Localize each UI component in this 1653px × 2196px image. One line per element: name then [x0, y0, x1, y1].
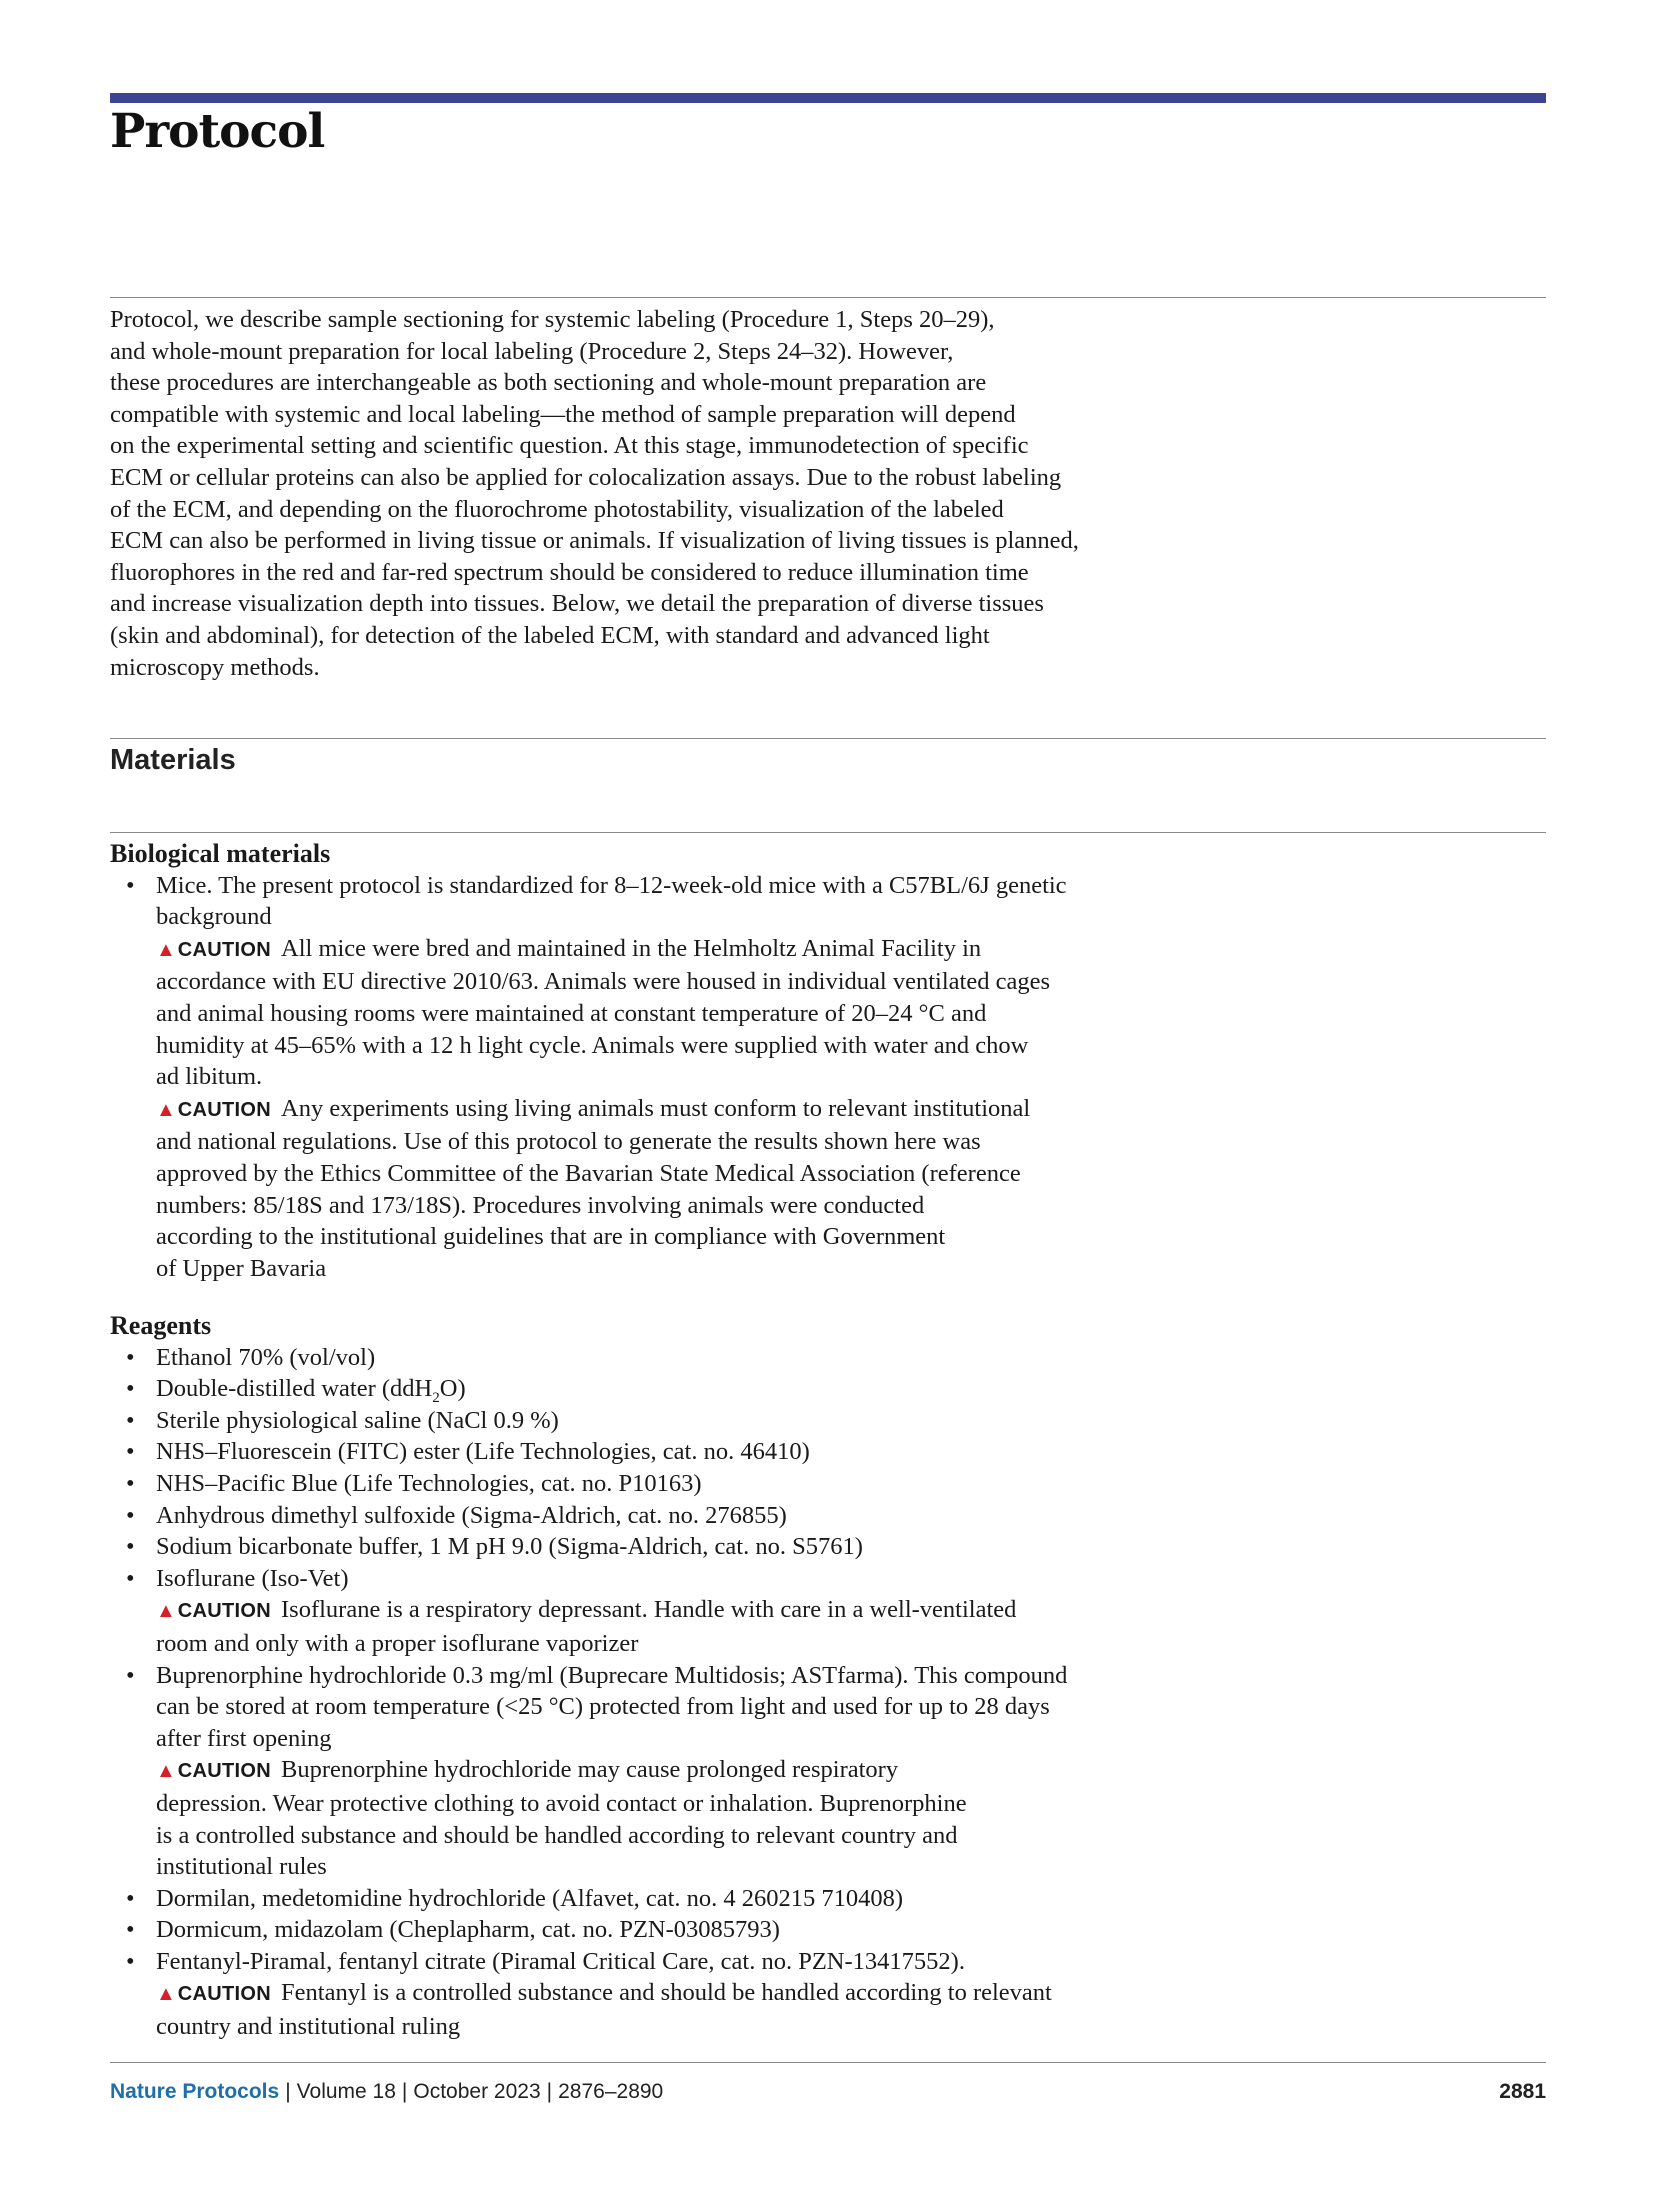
divider-materials	[110, 738, 1546, 739]
intro-line: of the ECM, and depending on the fluorochrome photostability, visualization of the labeled	[110, 495, 1004, 523]
reagents-section	[110, 1310, 1200, 2043]
ddh2o-suffix: O)	[439, 1375, 466, 1403]
caution-line: according to the institutional guidelines that are in compliance with Government	[156, 1223, 946, 1251]
materials-heading: Materials	[110, 744, 236, 776]
caution-text: All mice were bred and maintained in the Helmholtz Animal Facility in	[281, 934, 982, 962]
bullet-icon: •	[126, 1916, 135, 1944]
caution-label: CAUTION	[177, 1600, 272, 1623]
intro-line: these procedures are interchangeable as both sectioning and whole-mount preparation are	[110, 369, 987, 397]
caution-line: ad libitum.	[156, 1063, 263, 1091]
caution-note	[156, 1754, 1200, 1788]
item-line: NHS–Pacific Blue (Life Technologies, cat. no. P10163)	[156, 1469, 702, 1497]
caution-line: depression. Wear protective clothing to avoid contact or inhalation. Buprenorphine	[156, 1789, 967, 1817]
list-item	[110, 1405, 1200, 1437]
volume: Volume 18	[296, 2080, 396, 2103]
subscript-2: 2	[432, 1390, 440, 1407]
warning-triangle-icon: ▲	[156, 1098, 176, 1121]
caution-note	[156, 933, 1200, 967]
warning-triangle-icon: ▲	[156, 1600, 176, 1623]
biological-materials-heading: Biological materials	[110, 839, 331, 868]
footer-divider	[110, 2062, 1546, 2063]
caution-line: country and institutional ruling	[156, 2013, 461, 2041]
intro-line: on the experimental setting and scientific question. At this stage, immunodetection of specific	[110, 432, 1029, 460]
item-line	[156, 1373, 1200, 1405]
warning-triangle-icon: ▲	[156, 938, 176, 961]
caution-line: and animal housing rooms were maintained at constant temperature of 20–24 °C and	[156, 999, 987, 1027]
issue-date: October 2023	[413, 2080, 541, 2103]
bullet-icon: •	[126, 1375, 135, 1403]
bullet-icon: •	[126, 1469, 135, 1497]
page-range: 2876–2890	[558, 2080, 664, 2103]
list-item	[110, 1660, 1200, 1883]
item-line: NHS–Fluorescein (FITC) ester (Life Technologies, cat. no. 46410)	[156, 1438, 810, 1466]
caution-line: institutional rules	[156, 1853, 327, 1881]
journal-name: Nature Protocols	[110, 2080, 280, 2103]
list-item	[110, 1563, 1200, 1660]
reagents-heading: Reagents	[110, 1311, 212, 1340]
bullet-icon: •	[126, 1564, 135, 1592]
intro-line: fluorophores in the red and far-red spectrum should be considered to reduce illumination time	[110, 558, 1029, 586]
item-line: after first opening	[156, 1724, 332, 1752]
intro-line: ECM or cellular proteins can also be applied for colocalization assays. Due to the robust labeling	[110, 463, 1062, 491]
header-bar	[110, 93, 1546, 103]
list-item	[110, 1946, 1200, 2043]
footer-separator: |	[401, 2080, 408, 2103]
caution-text: Isoflurane is a respiratory depressant. Handle with care in a well-ventilated	[281, 1596, 1017, 1624]
intro-line: and whole-mount preparation for local labeling (Procedure 2, Steps 24–32). However,	[110, 337, 954, 365]
bullet-icon: •	[126, 1947, 135, 1975]
intro-line: (skin and abdominal), for detection of the labeled ECM, with standard and advanced light	[110, 621, 990, 649]
bullet-icon: •	[126, 1533, 135, 1561]
item-line: Buprenorphine hydrochloride 0.3 mg/ml (Buprecare Multidosis; ASTfarma). This compound	[156, 1661, 1068, 1689]
bullet-icon: •	[126, 1501, 135, 1529]
intro-paragraph	[110, 304, 1200, 683]
caution-line: room and only with a proper isoflurane vaporizer	[156, 1629, 639, 1657]
caution-text: Buprenorphine hydrochloride may cause prolonged respiratory	[281, 1756, 899, 1784]
item-line: Isoflurane (Iso-Vet)	[156, 1564, 349, 1592]
list-item	[110, 1468, 1200, 1500]
intro-line: ECM can also be performed in living tissue or animals. If visualization of living tissues is planned,	[110, 527, 1079, 555]
bullet-icon: •	[126, 1406, 135, 1434]
caution-line: and national regulations. Use of this protocol to generate the results shown here was	[156, 1128, 981, 1156]
item-line: Sterile physiological saline (NaCl 0.9 %)	[156, 1406, 559, 1434]
caution-note	[156, 1977, 1200, 2011]
bullet-icon: •	[126, 1343, 135, 1371]
item-line: Dormilan, medetomidine hydrochloride (Alfavet, cat. no. 4 260215 710408)	[156, 1884, 904, 1912]
page-title: Protocol	[110, 104, 325, 159]
caution-label: CAUTION	[177, 938, 272, 961]
item-line: Ethanol 70% (vol/vol)	[156, 1343, 376, 1371]
caution-line: of Upper Bavaria	[156, 1254, 327, 1282]
caution-note	[156, 1093, 1200, 1127]
footer-separator: |	[285, 2080, 291, 2103]
caution-text: Any experiments using living animals must conform to relevant institutional	[281, 1094, 1031, 1122]
divider-biological	[110, 832, 1546, 833]
bullet-icon: •	[126, 1884, 135, 1912]
item-line: Sodium bicarbonate buffer, 1 M pH 9.0 (Sigma-Aldrich, cat. no. S5761)	[156, 1533, 863, 1561]
ddh2o-prefix: Double-distilled water (ddH	[156, 1375, 433, 1403]
caution-text: Fentanyl is a controlled substance and should be handled according to relevant	[281, 1979, 1052, 2007]
caution-label: CAUTION	[177, 1983, 272, 2006]
warning-triangle-icon: ▲	[156, 1983, 176, 2006]
intro-line: microscopy methods.	[110, 653, 320, 681]
list-item	[110, 1531, 1200, 1563]
biological-materials-list	[110, 870, 1200, 1285]
list-item	[110, 1342, 1200, 1374]
divider-top	[110, 297, 1546, 298]
list-item	[110, 1436, 1200, 1468]
biological-materials-section	[110, 838, 1200, 1284]
item-line: can be stored at room temperature (<25 °C) protected from light and used for up to 28 days	[156, 1693, 1050, 1721]
item-line: Anhydrous dimethyl sulfoxide (Sigma-Aldrich, cat. no. 276855)	[156, 1501, 787, 1529]
intro-line: and increase visualization depth into tissues. Below, we detail the preparation of diverse tissues	[110, 590, 1044, 618]
caution-line: is a controlled substance and should be handled according to relevant country and	[156, 1821, 958, 1849]
reagents-list	[110, 1342, 1200, 2043]
intro-line: Protocol, we describe sample sectioning for systemic labeling (Procedure 1, Steps 20–29),	[110, 306, 995, 333]
item-line: Mice. The present protocol is standardized for 8–12-week-old mice with a C57BL/6J genetic	[156, 871, 1067, 899]
list-item	[110, 1883, 1200, 1915]
caution-label: CAUTION	[177, 1098, 272, 1121]
caution-line: approved by the Ethics Committee of the Bavarian State Medical Association (reference	[156, 1159, 1021, 1187]
item-line: background	[156, 903, 272, 931]
warning-triangle-icon: ▲	[156, 1760, 176, 1783]
caution-line: numbers: 85/18S and 173/18S). Procedures involving animals were conducted	[156, 1191, 925, 1219]
list-item-mice	[110, 870, 1200, 1285]
footer-separator: |	[546, 2080, 553, 2103]
page-footer	[110, 2080, 1546, 2104]
intro-line: compatible with systemic and local labeling—the method of sample preparation will depend	[110, 400, 1016, 428]
caution-line: humidity at 45–65% with a 12 h light cycle. Animals were supplied with water and chow	[156, 1031, 1029, 1059]
item-line: Fentanyl-Piramal, fentanyl citrate (Piramal Critical Care, cat. no. PZN-13417552).	[156, 1947, 965, 1975]
list-item	[110, 1914, 1200, 1946]
caution-label: CAUTION	[177, 1760, 272, 1783]
bullet-icon: •	[126, 871, 135, 899]
bullet-icon: •	[126, 1661, 135, 1689]
caution-line: accordance with EU directive 2010/63. Animals were housed in individual ventilated cages	[156, 968, 1050, 996]
list-item	[110, 1500, 1200, 1532]
page-number: 2881	[1499, 2080, 1546, 2103]
caution-note	[156, 1594, 1200, 1628]
item-line: Dormicum, midazolam (Cheplapharm, cat. no. PZN-03085793)	[156, 1916, 780, 1944]
bullet-icon: •	[126, 1438, 135, 1466]
list-item	[110, 1373, 1200, 1405]
